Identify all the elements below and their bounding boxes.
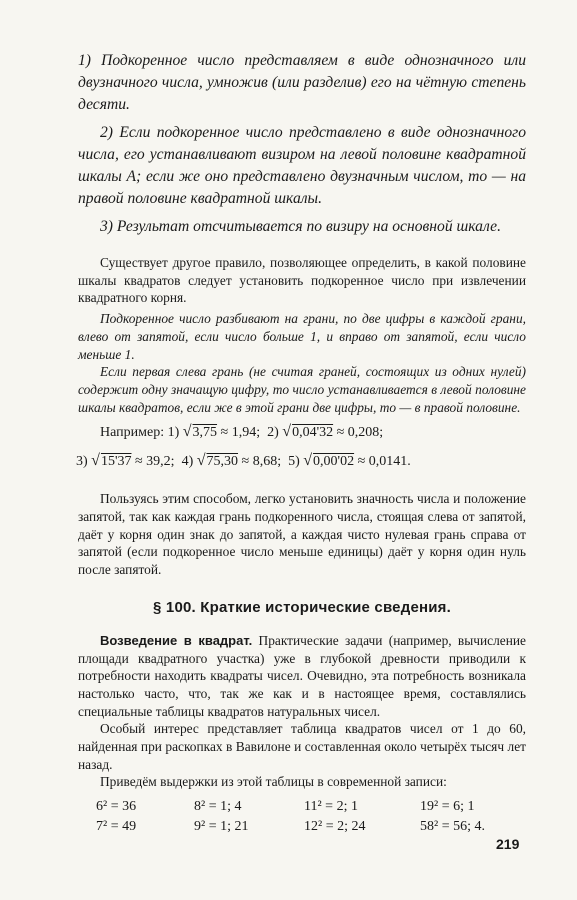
examples-line-2 [76,449,526,474]
radical-icon: √ [303,452,313,470]
history-text-1: Практические задачи (например, вычисление площади квадратного участка) уже в глубокой древности приводили к потребности находить квадраты чисел. Очевидно, эта потребность возникала настолько часто, что, так же как и в настоящее время, составлялись специальные таблицы квадратов натуральных чисел. [78,632,526,719]
table-cell: 8² = 1; 4 [194,799,242,815]
example-2-radicand: 0,04'32 [292,425,334,441]
rule-2: 2) Если подкоренное число представлено в виде однозначного числа, его устанавливают визиром на левой половине квадратной шкалы А; если же оно представлено двузначным числом, то — на правой половине квадратной шкалы. [78,124,526,207]
italic-rule-2: Если первая слева грань (не считая граней, состоящих из одних нулей) содержит одну значащую цифру, то число устанавливается в левой половине шкалы квадратов, если же в этой грани две цифры, то — в правой половине. [78,364,526,415]
example-5-result: ≈ 0,0141. [357,454,411,470]
radical-icon: √ [91,452,100,470]
example-5-radicand: 0,00'02 [313,454,355,470]
examples-intro: Например: 1) [100,425,180,441]
example-1-radicand: 3,75 [192,425,218,441]
table-cell: 12² = 2; 24 [304,819,366,835]
example-3-label: 3) [76,454,88,470]
history-lead: Возведение в квадрат. [100,632,253,648]
table-cell: 9² = 1; 21 [194,819,249,835]
history-paragraph-2: Особый интерес представляет таблица квадратов чисел от 1 до 60, найденная при раскопках в Вавилоне и составленная около четырёх тысяч лет назад. [78,721,526,772]
paragraph-other-rule: Существует другое правило, позволяющее определить, в какой половине шкалы квадратов следует установить подкоренное число при извлечении квадратного корня. [78,255,526,306]
example-3-result: ≈ 39,2; [134,454,175,470]
table-cell: 11² = 2; 1 [304,799,358,815]
example-5-label: 5) [288,454,300,470]
example-4-radicand: 75,30 [206,454,239,470]
examples-line-1 [78,420,526,445]
example-4-label: 4) [181,454,194,470]
page-number: 219 [496,836,520,852]
history-paragraph-1 [78,632,526,721]
table-cell: 6² = 36 [96,799,137,815]
rule-3: 3) Результат отсчитывается по визиру на основной шкале. [100,218,501,235]
example-1-result: ≈ 1,94; [220,425,261,441]
paragraph-usage: Пользуясь этим способом, легко установить значность числа и положение запятой, так как каждая грань подкоренного числа, стоящая слева от запятой, даёт у корня один знак до запятой, а каждая чисто нулевая грань справа от запятой (если подкоренное число меньше единицы) даёт у корня один нуль после запятой. [78,491,526,578]
table-cell: 7² = 49 [96,819,137,835]
table-cell: 58² = 56; 4. [420,819,485,835]
babylon-squares-table [96,797,526,837]
example-2-result: ≈ 0,208; [336,425,384,441]
example-2-label: 2) [267,425,279,441]
radical-icon: √ [196,452,206,470]
table-cell: 19² = 6; 1 [420,799,475,815]
rule-1: 1) Подкоренное число представляем в виде однозначного или двузначного числа, умножив (или разделив) его на чётную степень десяти. [78,52,526,113]
page-content [78,50,526,837]
italic-rule-1: Подкоренное число разбивают на грани, по две цифры в каждой грани, влево от запятой, если число больше 1, и вправо от запятой, если число меньше 1. [78,311,526,362]
example-3-radicand: 15'37 [100,454,132,470]
history-paragraph-3: Приведём выдержки из этой таблицы в современной записи: [100,774,447,790]
radical-icon: √ [282,423,292,441]
example-4-result: ≈ 8,68; [241,454,282,470]
radical-icon: √ [182,423,192,441]
section-heading: § 100. Краткие исторические сведения. [153,598,451,616]
